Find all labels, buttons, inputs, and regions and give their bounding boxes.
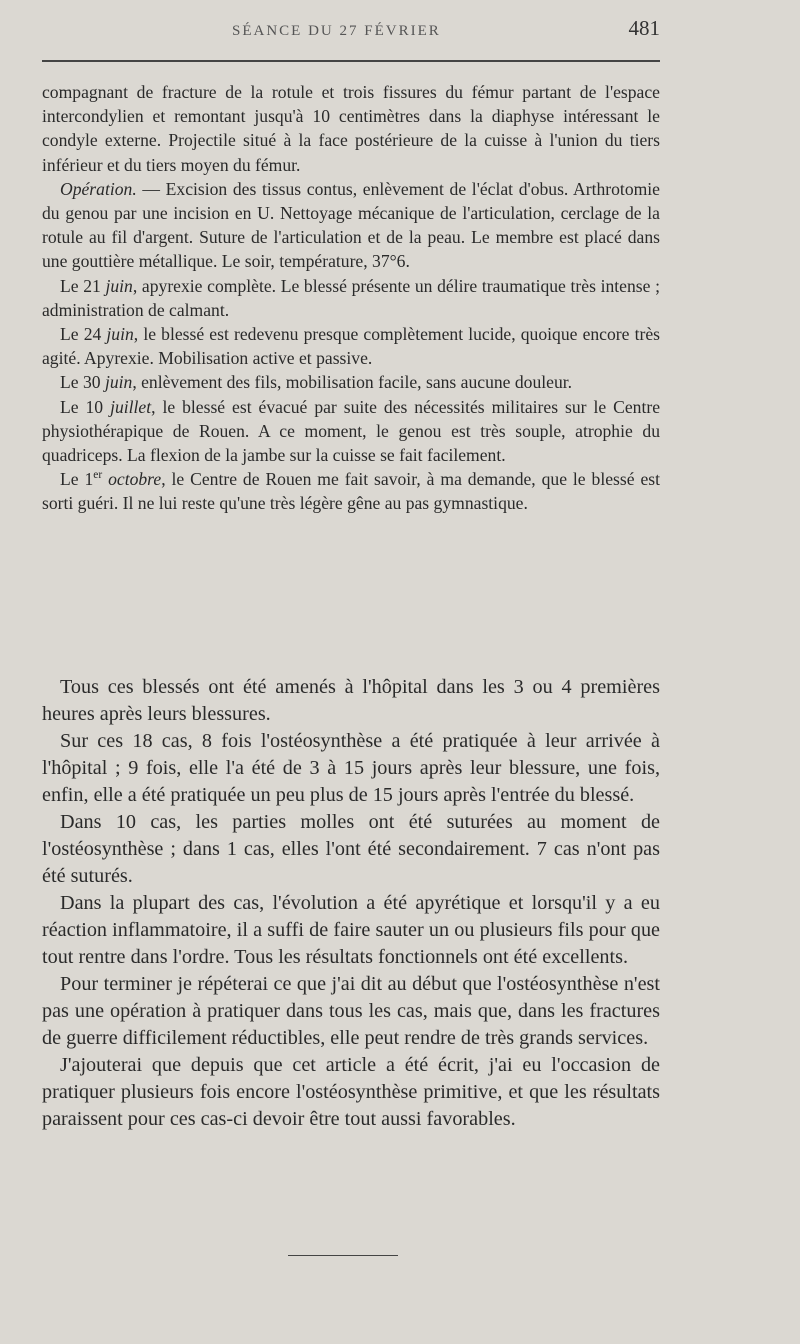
date-prefix: Le 30	[60, 372, 105, 393]
case-paragraph-1: compagnant de fracture de la rotule et trois fissures du fémur partant de l'espace intercondylien et remontant jusqu'à 10 centimètres dans la diaphyse intéressant le condyle externe. Projectile situé à la face postérieure de la cuisse à l'union du tiers inférieur et du tiers moyen du fémur.	[42, 82, 660, 175]
conclusion-paragraph-1: Tous ces blessés ont été amenés à l'hôpital dans les 3 ou 4 premières heures après leurs blessures.	[42, 676, 660, 725]
operation-label: Opération.	[60, 178, 137, 199]
paragraph-text: , enlèvement des fils, mobilisation facile, sans aucune douleur.	[132, 372, 573, 393]
date-month: juin	[106, 324, 134, 345]
paragraph-text: , le blessé est évacué par suite des nécessités militaires sur le Centre physiothérapique de Rouen. A ce moment, le genou est très souple, atrophie du quadriceps. La flexion de la jambe sur la cuisse se fait facilement.	[42, 396, 660, 466]
date-month: juin	[104, 372, 133, 393]
operation-text: — Excision des tissus contus, enlèvement de l'éclat d'obus. Arthrotomie du genou par une incision en U. Nettoyage mécanique de l'articulation, cerclage de la rotule au fil d'argent. Suture de l'articulation et de la peau. Le membre est placé dans une gouttière métallique. Le soir, température, 37°6.	[42, 178, 660, 272]
conclusion-paragraph-3: Dans 10 cas, les parties molles ont été suturées au moment de l'ostéosynthèse ; dans 1 cas, elles l'ont été secondairement. 7 cas n'ont pas été suturés.	[42, 811, 660, 887]
conclusion-paragraph-5: Pour terminer je répéterai ce que j'ai dit au début que l'ostéosynthèse n'est pas une opération à pratiquer dans tous les cas, mais que, dans les fractures de guerre difficilement réductibles, elle peut rendre de très grands services.	[42, 973, 660, 1049]
date-prefix: Le 10	[60, 396, 111, 417]
date-month: juillet	[110, 396, 152, 417]
conclusion-text	[42, 674, 660, 1133]
case-paragraph-24-juin	[42, 322, 660, 370]
conclusion-paragraph-6: J'ajouterai que depuis que cet article a été écrit, j'ai eu l'occasion de pratiquer plusieurs fois encore l'ostéosynthèse primitive, et que les résultats paraissent pour ces cas-ci devoir être tout aussi favorables.	[42, 1054, 660, 1130]
date-month: octobre	[102, 469, 162, 490]
paragraph-text: , le blessé est redevenu presque complètement lucide, quoique encore très agité. Apyrexie. Mobilisation active et passive.	[42, 324, 660, 369]
running-title: SÉANCE DU 27 FÉVRIER	[232, 23, 441, 39]
date-prefix: Le 21	[60, 275, 106, 296]
page-header	[42, 16, 660, 41]
date-prefix: Le 1	[60, 469, 94, 490]
date-prefix: Le 24	[60, 324, 107, 345]
conclusion-paragraph-2: Sur ces 18 cas, 8 fois l'ostéosynthèse a été pratiquée à leur arrivée à l'hôpital ; 9 fois, elle l'a été de 3 à 15 jours après leur blessure, une fois, enfin, elle a été pratiquée un peu plus de 15 jours après l'entrée du blessé.	[42, 730, 660, 806]
paragraph-text: , apyrexie complète. Le blessé présente un délire traumatique très intense ; administration de calmant.	[42, 275, 660, 320]
case-paragraph-1er-octobre	[42, 467, 660, 515]
paragraph-text: , le Centre de Rouen me fait savoir, à ma demande, que le blessé est sorti guéri. Il ne lui reste qu'une très légère gêne au pas gymnastique.	[42, 469, 660, 514]
case-paragraph-30-juin	[42, 370, 660, 394]
case-report	[42, 80, 660, 516]
header-rule	[42, 60, 660, 62]
ordinal-suffix: er	[93, 469, 103, 482]
case-paragraph-10-juillet	[42, 395, 660, 468]
conclusion-paragraph-4: Dans la plupart des cas, l'évolution a été apyrétique et lorsqu'il y a eu réaction inflammatoire, il a suffi de faire sauter un ou plusieurs fils pour que tout rentre dans l'ordre. Tous les résultats fonctionnels ont été excellents.	[42, 892, 660, 968]
date-month: juin	[105, 275, 133, 296]
case-paragraph-21-juin	[42, 274, 660, 322]
case-paragraph-operation	[42, 177, 660, 274]
end-rule	[288, 1255, 398, 1256]
page-number: 481	[628, 16, 660, 40]
